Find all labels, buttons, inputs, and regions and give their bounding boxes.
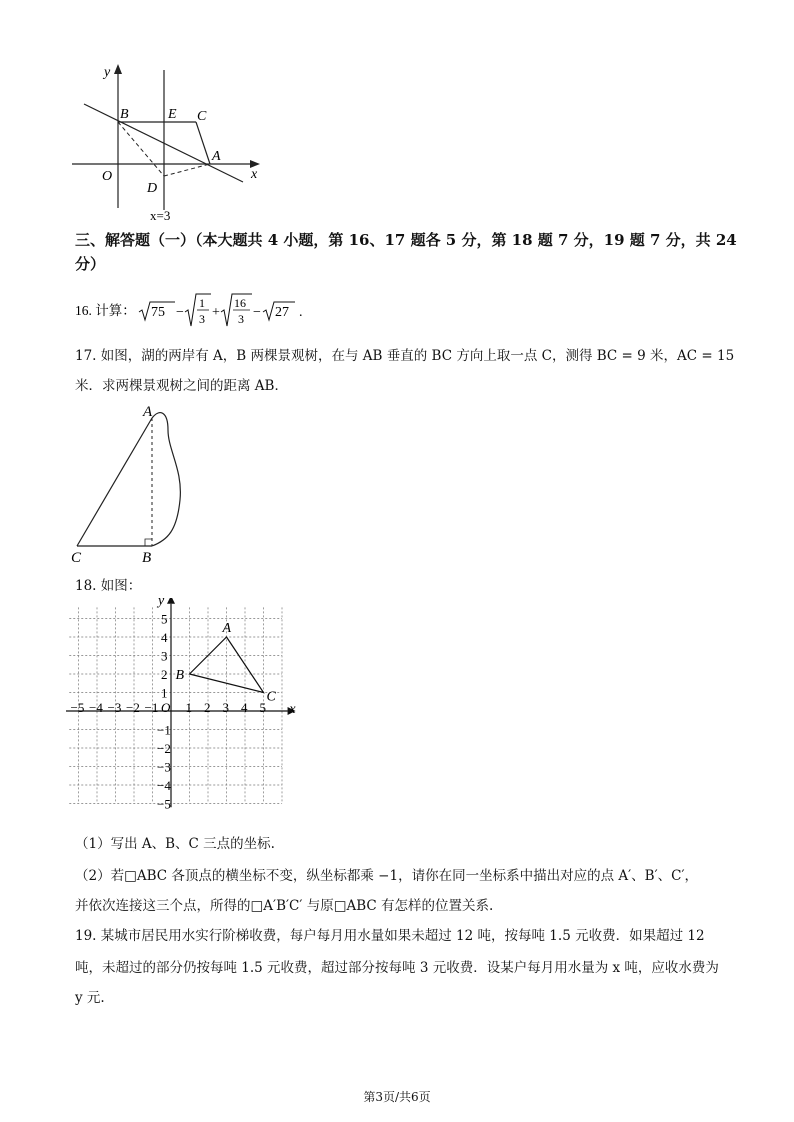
x-tick-label: −3 <box>107 700 122 715</box>
x-tick-label: −1 <box>144 700 159 715</box>
y-tick-label: 5 <box>161 611 168 627</box>
y-tick-label: −5 <box>157 796 171 812</box>
x-tick-label: 3 <box>222 700 229 715</box>
x-tick-label: 1 <box>185 700 192 715</box>
q17-figure <box>65 400 205 570</box>
question-16 <box>75 290 335 330</box>
q18-intro: 18. 如图： <box>75 578 142 594</box>
q17-line1: 17. 如图，湖的两岸有 A，B 两棵景观树，在与 AB 垂直的 BC 方向上取一点 C，测得 BC = 9 米，AC = 15 <box>75 348 735 364</box>
q16-denominator-2: 3 <box>238 312 244 326</box>
q16-period: . <box>299 305 303 320</box>
fig1-label-x: x <box>251 167 258 182</box>
point-label-B: B <box>175 668 185 683</box>
y-tick-label: 1 <box>161 685 168 701</box>
q16-numerator-1: 1 <box>199 296 205 310</box>
fig1-y-arrow <box>114 64 122 74</box>
q17-segment-AC <box>77 418 152 546</box>
x-tick-label: 5 <box>259 700 266 715</box>
fig1-label-C: C <box>197 109 207 124</box>
q18-x-label: x <box>289 702 296 717</box>
q18-coordinate-grid <box>66 598 300 826</box>
y-tick-label: 4 <box>161 630 168 645</box>
q16-denominator-1: 3 <box>199 312 205 326</box>
q16-radicand-4: 27 <box>275 305 289 320</box>
q16-minus-1: − <box>176 305 184 320</box>
y-tick-label: −3 <box>157 759 171 775</box>
x-tick-label: −5 <box>70 700 85 715</box>
fig1-dashed-BD <box>118 122 164 176</box>
q17-right-angle <box>145 539 152 546</box>
x-tick-label: −4 <box>89 700 103 715</box>
q16-label: 16. 计算： <box>75 303 136 318</box>
y-tick-label: −1 <box>157 722 171 738</box>
fig1-label-B: B <box>120 107 129 122</box>
section-heading-line1: 三、解答题（一）（本大题共 4 小题，第 16、17 题各 5 分，第 18 题 7 分，19 题 7 分，共 24 <box>75 231 737 249</box>
q18-y-arrow <box>167 598 175 604</box>
q17-lake-shore <box>152 413 180 546</box>
x-tick-label: 2 <box>204 700 211 715</box>
q18-y-label: y <box>158 598 165 609</box>
y-tick-label: −4 <box>157 778 171 793</box>
page-footer: 第3页/共6页 <box>363 1090 431 1104</box>
x-tick-label: −2 <box>126 700 140 715</box>
section-heading-line2: 分） <box>75 255 106 273</box>
fig1-segment-CA <box>196 122 210 164</box>
y-tick-label: −2 <box>157 741 171 756</box>
fig1-label-E: E <box>168 107 177 122</box>
q18-part1: （1）写出 A、B、C 三点的坐标. <box>75 836 275 852</box>
q16-numerator-2: 16 <box>234 296 246 310</box>
fig1-label-y: y <box>104 65 111 80</box>
q18-origin-label: O <box>161 700 171 715</box>
q16-plus: + <box>212 305 220 320</box>
fig1-label-A: A <box>212 149 221 164</box>
q17-label-B: B <box>142 550 152 566</box>
q16-radicand-1: 75 <box>151 305 165 320</box>
q16-minus-2: − <box>253 305 261 320</box>
q19-line3: y 元. <box>75 990 105 1006</box>
x-tick-label: 4 <box>241 700 248 715</box>
y-tick-label: 3 <box>161 648 168 664</box>
q18-part2-line2: 并依次连接这三个点，所得的□A′B′C′ 与原□ABC 有怎样的位置关系. <box>75 898 494 914</box>
fig1-label-D: D <box>147 181 158 196</box>
q19-line2: 吨，未超过的部分仍按每吨 1.5 元收费，超过部分按每吨 3 元收费．设某户每月用水量为 x 吨，应收水费为 <box>75 960 719 976</box>
q19-line1: 19. 某城市居民用水实行阶梯收费，每户每月用水量如果未超过 12 吨，按每吨 1.5 元收费．如果超过 12 <box>75 928 705 944</box>
fig1-dashed-DA <box>164 164 210 176</box>
q17-line2: 米．求两棵景观树之间的距离 AB． <box>75 378 288 394</box>
q16-expression <box>75 290 335 330</box>
y-tick-label: 2 <box>161 667 168 682</box>
q17-label-A: A <box>143 404 153 420</box>
figure-1-coordinate-diagram <box>60 58 280 228</box>
point-label-C: C <box>266 689 276 705</box>
q18-part2-line1: （2）若□ABC 各顶点的横坐标不变，纵坐标都乘 −1，请你在同一坐标系中描出对应的点 A′、B′、C′， <box>75 868 699 884</box>
q17-label-C: C <box>71 550 82 566</box>
fig1-label-line: x=3 <box>150 208 171 223</box>
point-label-A: A <box>222 621 232 636</box>
fig1-label-O: O <box>102 169 113 184</box>
